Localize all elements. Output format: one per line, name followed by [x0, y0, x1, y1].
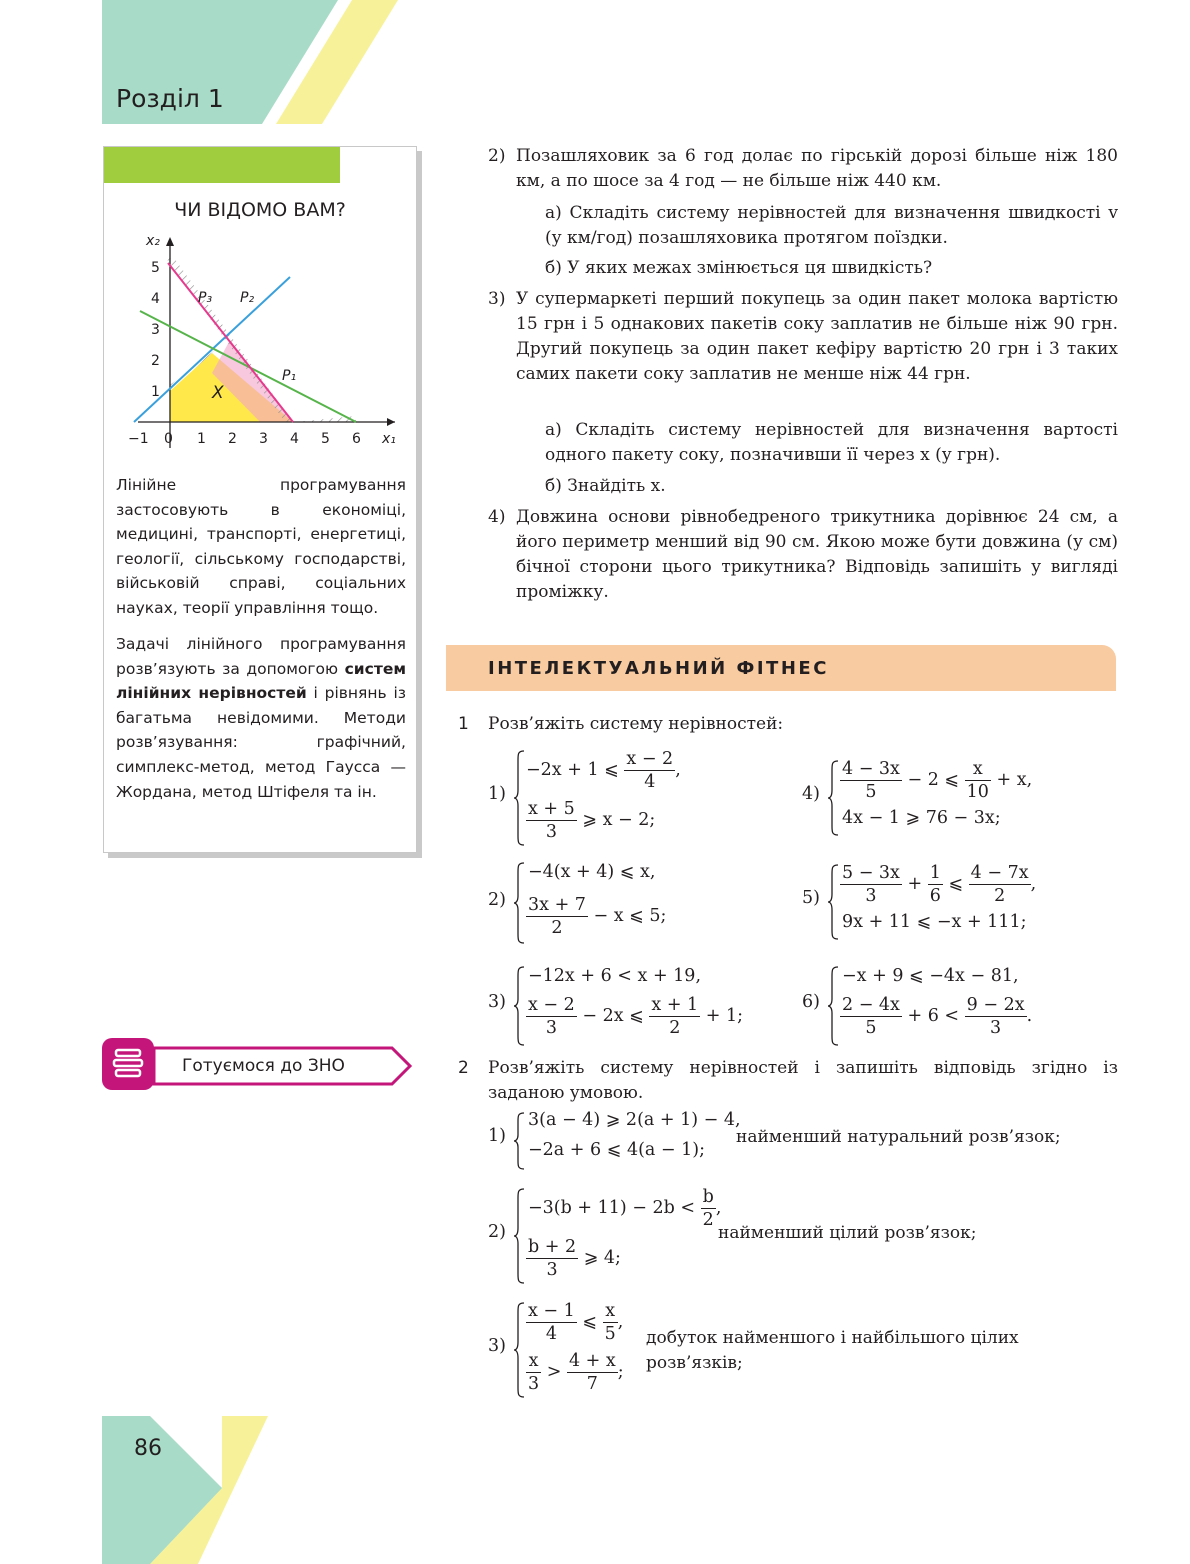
y-axis-label: x₂ [146, 233, 160, 249]
problem-3-b: б) Знайдіть x. [545, 476, 666, 496]
region-label: X [212, 383, 224, 403]
problem-2-a: а) Складіть систему нерівностей для визначення швидкості v (у км/год) позашляховика протягом поїздки. [545, 203, 1118, 248]
fitness-title: ІНТЕЛЕКТУАЛЬНИЙ ФІТНЕС [488, 658, 829, 679]
x-tick: 5 [321, 431, 330, 447]
system-1-6: 6) −x + 9 ⩽ −4x − 81, $\frac{2 - 4x}{5}$ + 6 < $\frac{9 - 2x}{3}$ . [802, 964, 1112, 1048]
line-label-p1: P₁ [282, 368, 297, 384]
y-tick: 4 [151, 291, 160, 307]
condition: добуток найменшого і найбільшого цілих [646, 1328, 1019, 1348]
did-you-know-title: ЧИ ВІДОМО ВАМ? [174, 199, 346, 221]
system-1-2: 2) −4(x + 4) ⩽ x, $\frac{3x + 7}{2}$ − x ⩽ 5; [488, 860, 788, 946]
did-you-know-box [103, 146, 417, 853]
line-label-p2: P₂ [240, 290, 255, 306]
system-1-3: 3) −12x + 6 < x + 19, $\frac{x - 2}{3}$ − 2x ⩽ $\frac{x + 1}{2}$ + 1; [488, 964, 798, 1048]
system-2-3: 3) $\frac{x - 1}{4}$ ⩽ $\frac{x}{5}$ , $\frac{x}{3}$ > $\frac{4 + x}{7}$ ; добуток найменшого і найбільшого цілих розв’язків; [488, 1300, 1118, 1400]
page-number: 86 [134, 1436, 162, 1461]
bold-phrase: систем лінійних нерівностей [116, 659, 406, 703]
section-title: Розділ 1 [116, 84, 224, 113]
zno-label: Готуємося до ЗНО [182, 1056, 345, 1076]
condition: найменший натуральний розв’язок; [736, 1127, 1061, 1147]
condition: розв’язків; [646, 1353, 743, 1373]
did-you-know-band [104, 147, 340, 183]
x-tick: 4 [290, 431, 299, 447]
x-tick: 3 [259, 431, 268, 447]
linear-programming-graph [110, 233, 410, 468]
problem-3-a: а) Складіть систему нерівностей для визначення вартості одного пакету соку, позначивши її через x (у грн). [545, 420, 1118, 465]
system-2-2: 2) −3(b + 11) − 2b < $\frac{b}{2}$ , $\frac{b + 2}{3}$ ⩾ 4; найменший цілий розв’язок; [488, 1186, 1118, 1286]
x-tick: 2 [228, 431, 237, 447]
header-decoration [0, 0, 1190, 140]
y-tick: 3 [151, 322, 160, 338]
problem-2-b: б) У яких межах змінюється ця швидкість? [545, 258, 933, 278]
y-tick: 1 [151, 384, 160, 400]
condition: найменший цілий розв’язок; [718, 1223, 977, 1243]
x-axis-label: x₁ [382, 431, 396, 447]
line-label-p3: P₃ [198, 290, 213, 306]
system-1-1: 1) −2x + 1 ⩽ $\frac{x - 2}{4}$ , $\frac{x + 5}{3}$ ⩾ x − 2; [488, 748, 788, 848]
y-tick: 5 [151, 260, 160, 276]
y-tick: 2 [151, 353, 160, 369]
x-tick: 0 [164, 431, 173, 447]
x-tick: −1 [128, 431, 149, 447]
system-1-4: 4) $\frac{4 - 3x}{5}$ − 2 ⩽ $\frac{x}{10}$ + x, 4x − 1 ⩾ 76 − 3x; [802, 758, 1102, 838]
system-1-5: 5) $\frac{5 - 3x}{3}$ + $\frac{1}{6}$ ⩽ $\frac{4 - 7x}{2}$ , 9x + 11 ⩽ −x + 111; [802, 862, 1112, 942]
x-tick: 1 [197, 431, 206, 447]
did-you-know-paragraph-2: Задачі лінійного програмування розв’язують за допомогою систем лінійних нерівностей і рівнянь із багатьма невідомими. Методи розв’язування: графічний, симплекс-метод, метод Гаусса — Жордана, метод Штіфеля та ін. [116, 635, 406, 801]
did-you-know-paragraph-1: Лінійне програмування застосовують в економіці, медицині, транспорті, енергетиці, геології, сільському господарстві, військовій справі, соціальних науках, теорії управління тощо. [116, 476, 406, 617]
system-2-1: 1) 3(a − 4) ⩾ 2(a + 1) − 4, −2a + 6 ⩽ 4(a − 1); найменший натуральний розв’язок; [488, 1110, 1118, 1170]
x-tick: 6 [352, 431, 361, 447]
